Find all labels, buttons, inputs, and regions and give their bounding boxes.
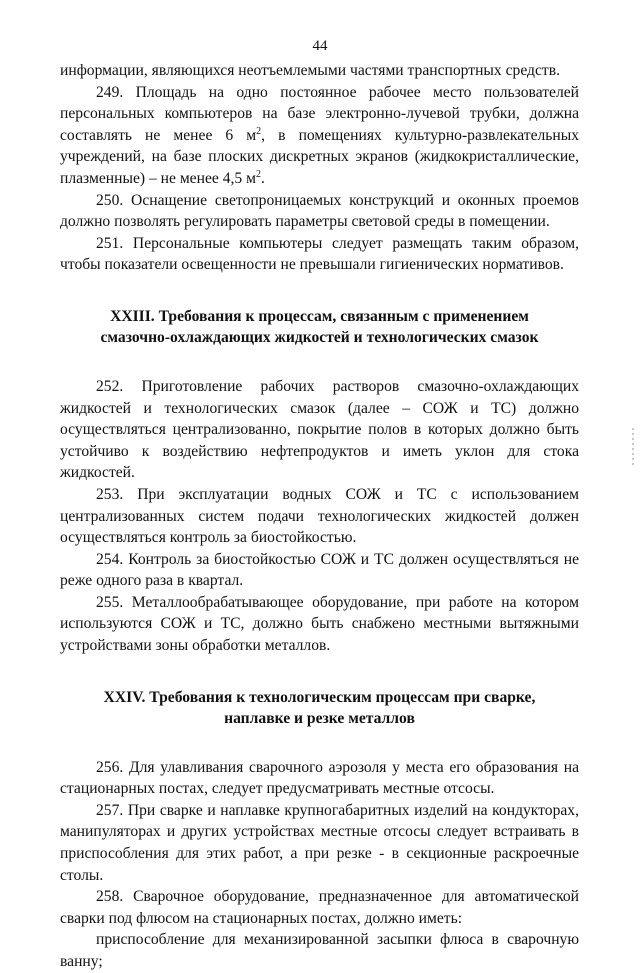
paragraph-253: 253. При эксплуатации водных СОЖ и ТС с использованием централизованных систем подачи технологических жидкостей должен осуществляться контроль за биостойкостью. bbox=[60, 485, 579, 547]
section-heading-xxiv bbox=[60, 687, 579, 729]
paragraph-251: 251. Персональные компьютеры следует размещать таким образом, чтобы показатели освещенности не превышали гигиенических нормативов. bbox=[60, 234, 579, 274]
paragraph-249 bbox=[60, 82, 579, 190]
section-heading-xxiii-line2: смазочно-охлаждающих жидкостей и технологических смазок bbox=[100, 328, 539, 346]
paragraph-255: 255. Металлообрабатывающее оборудование, при работе на котором используются СОЖ и ТС, должно быть снабжено местными вытяжными устройствами зоны обработки металлов. bbox=[60, 593, 579, 655]
paragraph-249-text-c: . bbox=[260, 169, 265, 187]
section-heading-xxiv-line1: XXIV. Требования к технологическим процессам при сварке, bbox=[103, 688, 536, 706]
section-heading-xxiv-line2: наплавке и резке металлов bbox=[224, 709, 415, 727]
scan-edge-mark bbox=[632, 428, 634, 468]
paragraph-252: 252. Приготовление рабочих растворов смазочно-охлаждающих жидкостей и технологических смазок (далее – СОЖ и ТС) должно осуществляться централизованно, покрытие полов в которых должно быть устойчиво к воздействию нефтепродуктов и иметь уклон для стока жидкостей. bbox=[60, 377, 579, 482]
paragraph-254: 254. Контроль за биостойкостью СОЖ и ТС должен осуществляться не реже одного раза в квартал. bbox=[60, 550, 579, 590]
superscript-2: 2 bbox=[255, 168, 261, 180]
section-heading-xxiii-line1: XXIII. Требования к процессам, связанным с применением bbox=[110, 307, 529, 325]
paragraph-258-item-1: приспособление для механизированной засыпки флюса в сварочную ванну; bbox=[60, 931, 579, 970]
document-body bbox=[60, 60, 579, 973]
paragraph-249-text-a: 249. Площадь на одно постоянное рабочее место пользователей персональных компьютеров на базе электронно-лучевой трубки, должна составлять не менее 6 м bbox=[60, 83, 579, 144]
paragraph-256: 256. Для улавливания сварочного аэрозоля у места его образования на стационарных постах, следует предусматривать местные отсосы. bbox=[60, 758, 579, 798]
superscript-2: 2 bbox=[256, 125, 262, 137]
page-number: 44 bbox=[312, 38, 328, 54]
section-heading-xxiii bbox=[60, 306, 579, 348]
paragraph-257: 257. При сварке и наплавке крупногабаритных изделий на кондукторах, манипуляторах и других устройствах местные отсосы следует встраивать в приспособления для этих работ, а при резке - в секционные раскроечные столы. bbox=[60, 801, 579, 884]
paragraph-continuation: информации, являющихся неотъемлемыми частями транспортных средств. bbox=[60, 62, 560, 79]
paragraph-249-text-b: , в помещениях культурно-развлекательных учреждений, на базе плоских дискретных экранов (жидкокристаллические, плазменные) – не менее 4,5 м bbox=[60, 126, 579, 187]
paragraph-250: 250. Оснащение светопроницаемых конструкций и оконных проемов должно позволять регулировать параметры световой среды в помещении. bbox=[60, 191, 579, 231]
paragraph-258: 258. Сварочное оборудование, предназначенное для автоматической сварки под флюсом на стационарных постах, должно иметь: bbox=[60, 888, 579, 927]
